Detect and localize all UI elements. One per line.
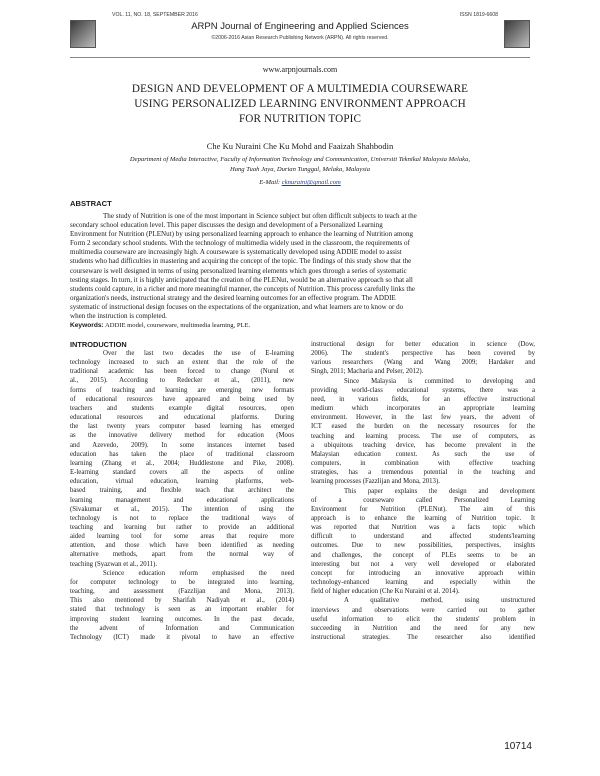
body-line: educational resources and educational platforms. During <box>70 414 294 422</box>
body-line: (Sivakumar et al., 2015). The intention of using the <box>70 505 294 513</box>
body-line: the last twenty years computer based learning has emerged <box>70 423 294 431</box>
body-line: Science education reform emphasised the need <box>103 569 294 577</box>
body-line: need, in various fields, for an effective instructional <box>311 395 535 403</box>
body-line: interesting but not a very well developed or elaborated <box>311 560 535 568</box>
body-line: Singh, 2011; Macharia and Pelser, 2012). <box>311 368 424 376</box>
body-line: improving student learning outcomes. In the past decade, <box>70 615 294 623</box>
body-line: environment. However, in the last few years, the advent of <box>311 414 535 422</box>
body-line: strategies, has a tremendous potential in the teaching and <box>311 469 535 477</box>
journal-header <box>70 12 530 54</box>
abstract-line: Form 2 secondary school students. With the technology of multimedia widely used in the classroom, the requirements of <box>70 239 410 248</box>
body-line: Malaysian education context. As such the use of <box>311 450 535 458</box>
body-line: education has taken the place of traditional classroom <box>70 450 294 458</box>
affiliation-line: Hang Tuah Jaya, Durian Tunggal, Melaka, Malaysia <box>229 165 371 173</box>
abstract-line: secondary school education level. This paper discusses the design and development of a Personalized Learning <box>70 221 383 230</box>
body-line: and challenges, the concept of PLEs seems to be an <box>311 551 535 559</box>
body-line: based training, and flexible teach that architect the <box>70 487 294 495</box>
body-line: learning management and educational applications <box>70 496 294 504</box>
body-line: for computer technology to be integrated into learning, <box>70 578 294 586</box>
title-line: DESIGN AND DEVELOPMENT OF A MULTIMEDIA COURSEWARE <box>131 83 469 95</box>
body-line: useful information to elicit the students' problem in <box>311 615 535 623</box>
authors: Che Ku Nuraini Che Ku Mohd and Faaizah Shahbodin <box>206 141 394 151</box>
body-line: aided learning tool for some areas that require more <box>70 533 294 541</box>
body-line: Over the last two decades the use of E-learning <box>103 350 294 357</box>
journal-name: ARPN Journal of Engineering and Applied Sciences <box>191 21 409 32</box>
body-line: providing world-class educational systems, there was a <box>311 386 535 394</box>
body-line: A qualitative method, using unstructured <box>344 597 535 605</box>
body-line: learning processes (Fazzlijan and Mona, 2013). <box>311 478 440 486</box>
body-column-right <box>311 340 535 642</box>
body-line: various researchers (Wang and Wang 2009; Hardaker and <box>311 359 535 367</box>
keywords-text: ADDIE model, courseware, multimedia learning, PLE. <box>105 322 251 329</box>
paper-title <box>70 82 530 127</box>
abstract-line: testing stages. In turn, it is highly anticipated that the creation of the PLENut, would be an alternative approach so that all <box>70 275 413 284</box>
abstract-line: systematic of instructional design focuses on the expectations of the organization, and what learners are to know or do <box>70 302 404 311</box>
abstract-heading: ABSTRACT <box>70 199 112 208</box>
body-line: Environment for Nutrition (PLENut). The aim of this <box>311 505 535 513</box>
body-line: computers, in combination with effective teaching <box>311 460 535 468</box>
body-line: the advent of Information and Communication <box>70 624 294 632</box>
body-line: education, virtual education, learning platforms, web- <box>70 478 294 486</box>
body-line: instructional strategies. The researcher also identified <box>311 634 535 641</box>
body-line: forms of teaching and learning are emerging new formats <box>70 386 294 394</box>
body-line: teachers and students example digital resources, open <box>70 404 294 412</box>
body-line: al., 2015). According to Redecker et al., (2011), new <box>70 377 294 385</box>
body-line: succeeding in Nutrition and the need for any new <box>311 624 535 632</box>
body-line: E-learning standard covers all the aspects of online <box>70 469 294 477</box>
body-line: concept for introducing an innovative approach within <box>311 569 535 577</box>
journal-cover-icon <box>504 20 530 48</box>
body-line: traditional academic has been forced to change (Nurul et <box>70 368 294 376</box>
email-line <box>0 179 600 186</box>
abstract-line: when the instruction is completed. <box>70 312 167 321</box>
abstract-line: multimedia courseware are increasingly high. A courseware is systematically developed using ADDIE model to assist <box>70 248 402 257</box>
title-line: USING PERSONALIZED LEARNING ENVIRONMENT APPROACH <box>134 98 466 110</box>
keywords-label: Keywords: <box>70 322 104 329</box>
copyright: ©2006-2016 Asian Research Publishing Network (ARPN). All rights reserved. <box>211 35 389 41</box>
body-line: interviews and observations were carried out to gather <box>311 606 535 614</box>
title-line: FOR NUTRITION TOPIC <box>238 113 362 125</box>
body-line: Technology (ICT) made it pivotal to have an effective <box>70 633 294 641</box>
issn: ISSN 1819-6608 <box>459 12 498 18</box>
body-line: ICT eased the burden on the necessary resources for the <box>311 423 535 431</box>
abstract-line: students who had difficulties in mastering and acquiring the concept of the topic. The findings of this study show that the <box>70 257 412 266</box>
affiliation <box>70 155 530 174</box>
body-line: medium which incorporates an appropriate learning <box>311 405 535 413</box>
abstract-body <box>70 212 532 321</box>
abstract-line: Environment for Nutrition (PLENut) by using personalized learning approach to enhance the learning of Nutrition among <box>70 230 414 239</box>
body-line: 2006). The student's perspective has been covered by <box>311 350 535 358</box>
body-line: approach is to enhance the learning of Nutrition topic. It <box>311 514 535 522</box>
body-line: was reported that Nutrition was a facts topic which <box>311 524 535 532</box>
body-line: stated that technology is seen as an important enabler for <box>70 606 294 614</box>
keywords <box>70 322 250 329</box>
body-line: teaching (Syazwan et al., 2011). <box>70 560 158 568</box>
page-number: 10714 <box>504 741 532 752</box>
body-line: a ubiquitous teaching device, has become prevalent in the <box>311 441 535 449</box>
body-line: of educational resources have appeared and being used by <box>70 395 294 403</box>
issue-info: VOL. 11, NO. 18, SEPTEMBER 2016 <box>112 12 198 18</box>
body-line: technology increased to such an extent that the role of the <box>70 359 294 367</box>
abstract-line: The study of Nutrition is one of the most important in Science subject but often difficult subjects to teach at the <box>103 212 417 220</box>
body-line: This also mentioned by Sharifah Nadiyah et al., (2014) <box>70 597 294 605</box>
header-divider <box>70 57 530 58</box>
body-line: teaching, and assessment (Fazzlijan and Mona, 2013). <box>70 588 294 596</box>
site-url[interactable]: www.arpnjournals.com <box>262 65 338 74</box>
body-column-left <box>70 349 294 642</box>
body-line: technology is not to replace the traditional ways of <box>70 514 294 522</box>
body-line: teaching and learning process. The use of computers, as <box>311 432 535 440</box>
body-line: field of higher education (Che Ku Nuraini et al. 2014). <box>311 588 460 596</box>
body-line: difficult to understand and affected students'learning <box>311 533 535 541</box>
abstract-line: organization's needs, instructional strategy and the desired learning outcomes for an effective program. The ADDIE <box>70 293 396 302</box>
email-label: E-Mail: <box>259 179 281 186</box>
abstract-line: courseware is well designed in terms of using personalized learning elements which goes through a series of systematic <box>70 266 407 275</box>
body-line: instructional design for better education in science (Dow, <box>311 341 535 348</box>
body-line: technology-enhanced learning and especially within the <box>311 579 535 587</box>
body-line: and Azevedo, 2009). In some instances internet based <box>70 441 294 449</box>
body-line: of a courseware called Personalized Learning <box>311 496 535 504</box>
body-line: teaching and learning but rather to provide an additional <box>70 523 294 531</box>
body-line: learning (Zhang et al., 2004; Huddlestone and Pike, 2008). <box>70 459 294 467</box>
body-line: Since Malaysia is committed to developing and <box>344 377 535 385</box>
body-line: alternative methods, apart from the normal way of <box>70 551 294 559</box>
body-line: as the innovative delivery method for education (Moos <box>70 432 294 440</box>
email-link[interactable]: cknuraini@gmail.com <box>281 179 341 186</box>
body-line: This paper explains the design and development <box>344 487 535 495</box>
affiliation-line: Department of Media Interactive, Faculty of Information Technology and Communication, Universiti Teknikal Malaysia Melaka, <box>129 156 471 163</box>
abstract-line: students could capture, in a richer and more meaningful manner, the concepts of Nutrition. This process carefully links the <box>70 284 415 293</box>
body-line: attention, and those which have been identified as needing <box>70 542 294 550</box>
introduction-heading: INTRODUCTION <box>70 340 127 349</box>
body-line: outcomes. Due to new possibilities, perspectives, insights <box>311 542 535 550</box>
